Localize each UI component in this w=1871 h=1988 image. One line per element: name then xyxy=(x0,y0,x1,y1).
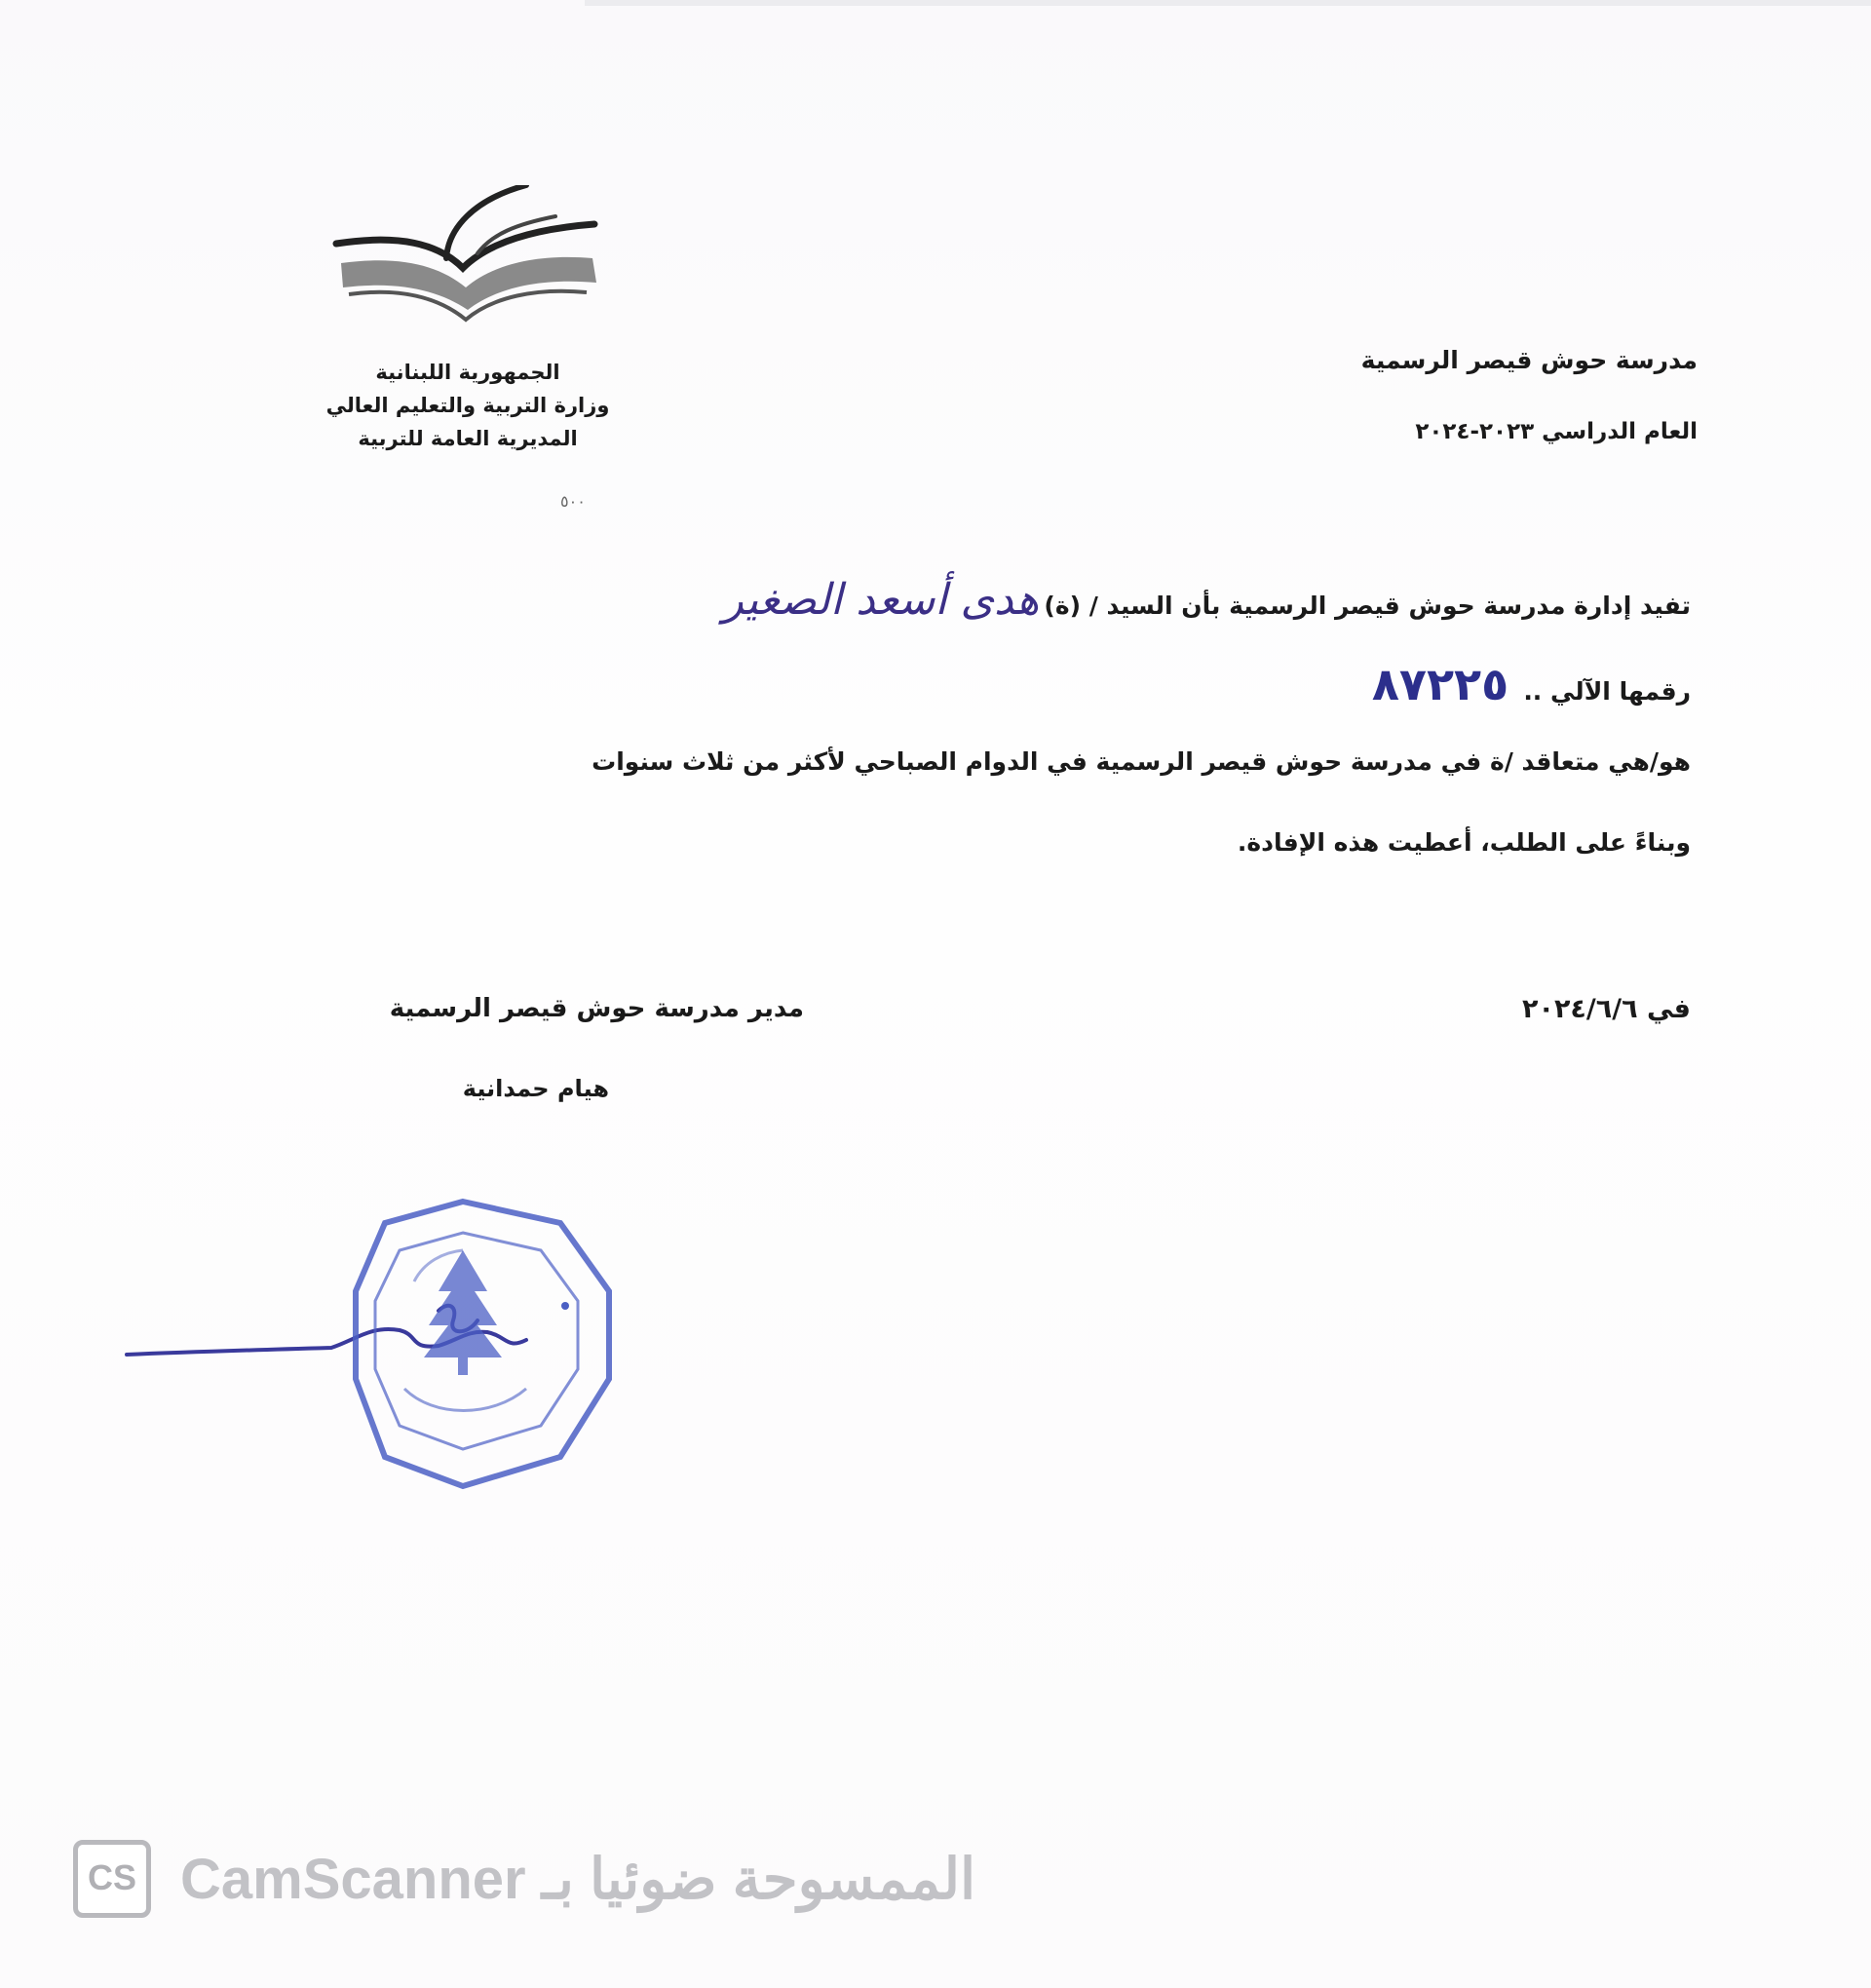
handwritten-number: ٨٧٢٢٥ xyxy=(1371,658,1509,710)
camscanner-logo-label: CS xyxy=(87,1857,136,1897)
cedar-tree-stamp-icon xyxy=(356,1202,609,1486)
body-line-1 xyxy=(34,575,1691,625)
open-book-logo-icon xyxy=(331,185,604,341)
camscanner-watermark xyxy=(73,1840,1145,1928)
body-line-4: وبناءً على الطلب، أعطيت هذه الإفادة. xyxy=(1237,828,1691,857)
school-year: العام الدراسي ٢٠٢٣-٢٠٢٤ xyxy=(1415,419,1698,444)
logo-line: وزارة التربية والتعليم العالي xyxy=(325,394,610,417)
registration-label: رقمها الآلي .. xyxy=(1523,677,1691,706)
body-line-2 xyxy=(1372,658,1691,710)
official-stamp xyxy=(117,1194,663,1515)
director-name: هيام حمدانية xyxy=(462,1075,609,1102)
certify-text: تفيد إدارة مدرسة حوش قيصر الرسمية بأن السيد / (ة) xyxy=(1044,592,1691,620)
logo-line: المديرية العامة للتربية xyxy=(358,427,578,450)
logo-text-block xyxy=(322,356,614,455)
reference-mark: ٥٠٠ xyxy=(560,492,586,511)
handwritten-name: هدى أسعد الصغير xyxy=(722,575,1040,625)
logo-line: الجمهورية اللبنانية xyxy=(375,361,560,384)
camscanner-logo-icon xyxy=(73,1840,151,1918)
body-line-3: هو/هي متعاقد /ة في مدرسة حوش قيصر الرسمية في الدوام الصباحي لأكثر من ثلاث سنوات xyxy=(592,747,1691,776)
scan-edge xyxy=(585,0,1871,6)
camscanner-text: الممسوحة ضوئيا بـ CamScanner xyxy=(180,1848,976,1911)
issue-date: في ٢٠٢٤/٦/٦ xyxy=(1521,994,1691,1024)
director-title: مدير مدرسة حوش قيصر الرسمية xyxy=(389,994,804,1023)
school-name: مدرسة حوش قيصر الرسمية xyxy=(1360,346,1698,374)
